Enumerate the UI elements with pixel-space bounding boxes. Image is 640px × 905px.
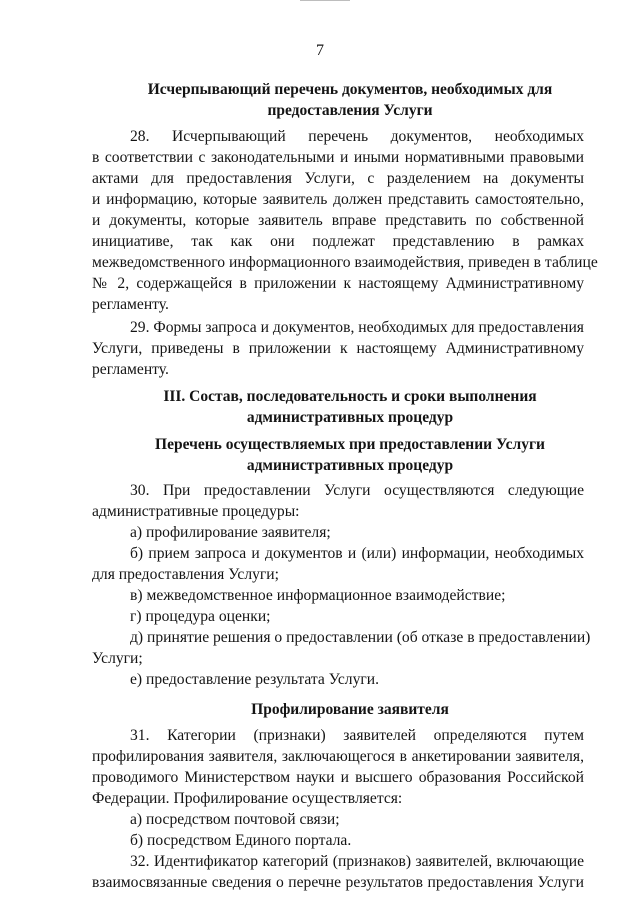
paragraph-line: инициативе, так как они подлежат представлению в рамках bbox=[92, 233, 584, 250]
list-item-continuation: Услуги; bbox=[92, 650, 143, 667]
paragraph-line: Федерации. Профилирование осуществляется: bbox=[92, 790, 403, 807]
top-rule bbox=[300, 0, 350, 1]
paragraph-line: Услуги, приведены в приложении к настоящему Административному bbox=[92, 340, 584, 357]
paragraph-line: 30. При предоставлении Услуги осуществляются следующие bbox=[130, 482, 584, 499]
list-item: в) межведомственное информационное взаимодействие; bbox=[130, 587, 506, 604]
section-heading: Исчерпывающий перечень документов, необходимых для bbox=[147, 81, 553, 98]
section-heading: административных процедур bbox=[246, 409, 454, 426]
subsection-heading: административных процедур bbox=[246, 457, 454, 474]
paragraph-line: межведомственного информационного взаимодействия, приведен в таблице bbox=[92, 254, 598, 271]
list-item: б) прием запроса и документов и (или) информации, необходимых bbox=[130, 545, 584, 562]
section-heading: III. Состав, последовательность и сроки выполнения bbox=[163, 388, 537, 405]
paragraph-line: 32. Идентификатор категорий (признаков) заявителей, включающие bbox=[130, 853, 584, 870]
paragraph-line: 28. Исчерпывающий перечень документов, необходимых bbox=[130, 128, 584, 145]
list-item-continuation: для предоставления Услуги; bbox=[92, 566, 279, 583]
list-item: д) принятие решения о предоставлении (об отказе в предоставлении) bbox=[130, 629, 591, 646]
paragraph-line: взаимосвязанные сведения о перечне результатов предоставления Услуги bbox=[92, 874, 584, 891]
page-number: 7 bbox=[316, 42, 324, 59]
paragraph-line: № 2, содержащейся в приложении к настоящему Административному bbox=[92, 275, 584, 292]
paragraph-line: актами для предоставления Услуги, с разделением на документы bbox=[92, 170, 584, 187]
paragraph-line: и информацию, которые заявитель должен представить самостоятельно, bbox=[92, 191, 584, 208]
paragraph-line: административные процедуры: bbox=[92, 503, 300, 520]
section-heading: предоставления Услуги bbox=[267, 102, 433, 119]
paragraph-line: профилирования заявителя, заключающегося в анкетировании заявителя, bbox=[92, 748, 584, 765]
list-item: е) предоставление результата Услуги. bbox=[130, 671, 380, 688]
subsection-heading: Перечень осуществляемых при предоставлении Услуги bbox=[155, 436, 545, 453]
list-item: г) процедура оценки; bbox=[130, 608, 271, 625]
paragraph-line: регламенту. bbox=[92, 361, 169, 378]
paragraph-line: и документы, которые заявитель вправе представить по собственной bbox=[92, 212, 584, 229]
list-item: а) профилирование заявителя; bbox=[130, 524, 331, 541]
paragraph-line: проводимого Министерством науки и высшего образования Российской bbox=[92, 769, 584, 786]
paragraph-line: регламенту. bbox=[92, 296, 169, 313]
subsection-heading: Профилирование заявителя bbox=[251, 701, 449, 718]
list-item: б) посредством Единого портала. bbox=[130, 832, 352, 849]
paragraph-line: 31. Категории (признаки) заявителей определяются путем bbox=[130, 727, 584, 744]
paragraph-line: в соответствии с законодательными и иными нормативными правовыми bbox=[92, 149, 584, 166]
paragraph-line: 29. Формы запроса и документов, необходимых для предоставления bbox=[130, 319, 584, 336]
list-item: а) посредством почтовой связи; bbox=[130, 811, 340, 828]
